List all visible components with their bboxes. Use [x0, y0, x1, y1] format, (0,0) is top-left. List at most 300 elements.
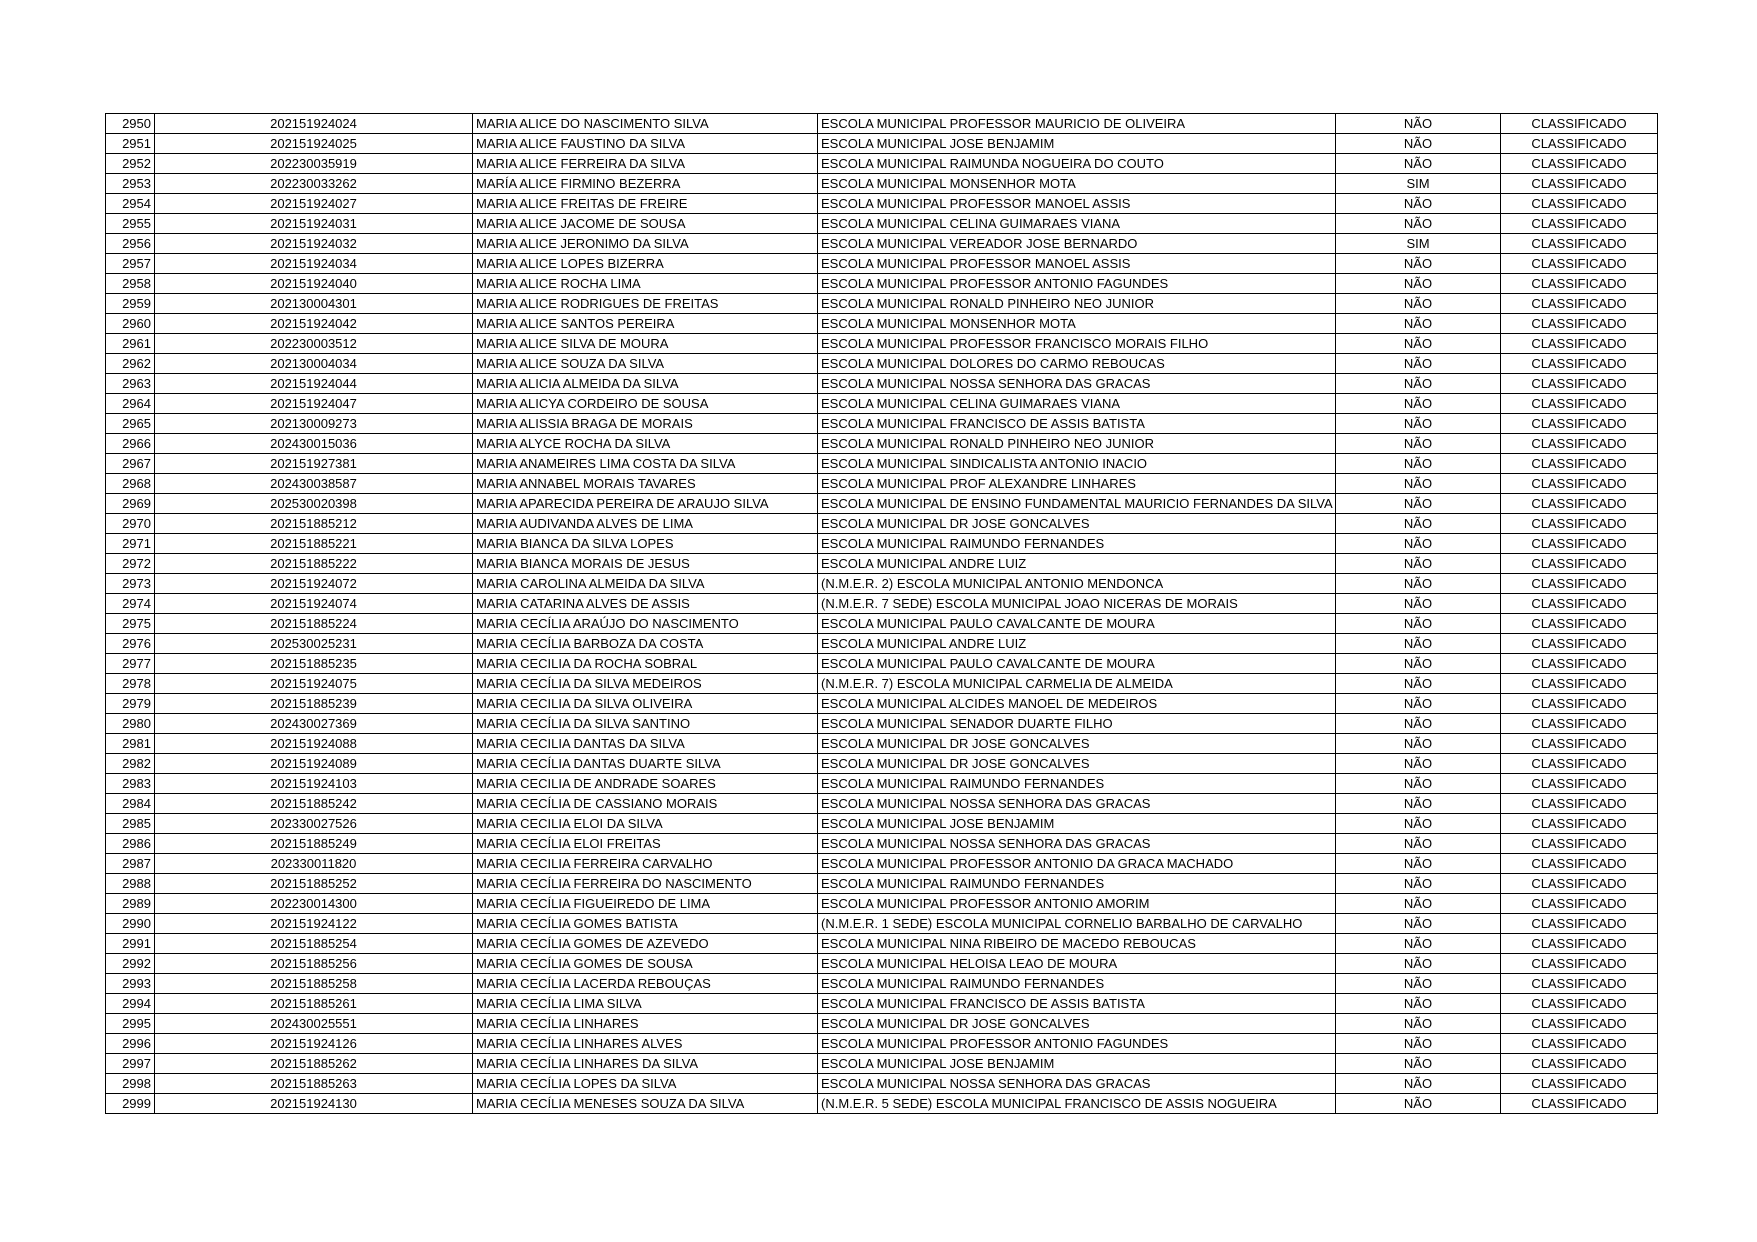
registration-code-cell: 202151885235: [155, 654, 473, 674]
registration-code-cell: 202151885212: [155, 514, 473, 534]
school-name-cell: ESCOLA MUNICIPAL PAULO CAVALCANTE DE MOURA: [818, 654, 1336, 674]
status-cell: CLASSIFICADO: [1501, 314, 1658, 334]
flag-cell: NÃO: [1336, 314, 1501, 334]
registration-code-cell: 202230014300: [155, 894, 473, 914]
school-name-cell: ESCOLA MUNICIPAL PAULO CAVALCANTE DE MOURA: [818, 614, 1336, 634]
table-row: [106, 514, 1658, 534]
student-name-cell: MARIA CECÍLIA GOMES DE SOUSA: [473, 954, 818, 974]
registration-code-cell: 202130004034: [155, 354, 473, 374]
student-name-cell: MARIA ALICE SILVA DE MOURA: [473, 334, 818, 354]
school-name-cell: ESCOLA MUNICIPAL RAIMUNDO FERNANDES: [818, 974, 1336, 994]
school-name-cell: ESCOLA MUNICIPAL JOSE BENJAMIM: [818, 134, 1336, 154]
table-row: [106, 194, 1658, 214]
status-cell: CLASSIFICADO: [1501, 374, 1658, 394]
flag-cell: NÃO: [1336, 214, 1501, 234]
row-number-cell: 2976: [106, 634, 155, 654]
table-row: [106, 734, 1658, 754]
school-name-cell: ESCOLA MUNICIPAL RAIMUNDA NOGUEIRA DO COUTO: [818, 154, 1336, 174]
student-name-cell: MARIA CECÍLIA DA SILVA MEDEIROS: [473, 674, 818, 694]
row-number-cell: 2966: [106, 434, 155, 454]
student-name-cell: MARIA CECÍLIA DANTAS DUARTE SILVA: [473, 754, 818, 774]
registration-code-cell: 202151885254: [155, 934, 473, 954]
registration-code-cell: 202151885222: [155, 554, 473, 574]
registration-code-cell: 202151924044: [155, 374, 473, 394]
status-cell: CLASSIFICADO: [1501, 1054, 1658, 1074]
status-cell: CLASSIFICADO: [1501, 634, 1658, 654]
student-name-cell: MARIA CECÍLIA LINHARES: [473, 1014, 818, 1034]
table-row: [106, 634, 1658, 654]
student-name-cell: MARIA CECILIA ELOI DA SILVA: [473, 814, 818, 834]
registration-code-cell: 202430015036: [155, 434, 473, 454]
school-name-cell: ESCOLA MUNICIPAL PROFESSOR ANTONIO DA GRACA MACHADO: [818, 854, 1336, 874]
registration-code-cell: 202151885261: [155, 994, 473, 1014]
flag-cell: NÃO: [1336, 114, 1501, 134]
school-name-cell: (N.M.E.R. 1 SEDE) ESCOLA MUNICIPAL CORNELIO BARBALHO DE CARVALHO: [818, 914, 1336, 934]
flag-cell: NÃO: [1336, 854, 1501, 874]
table-row: [106, 574, 1658, 594]
school-name-cell: ESCOLA MUNICIPAL CELINA GUIMARAES VIANA: [818, 214, 1336, 234]
row-number-cell: 2950: [106, 114, 155, 134]
status-cell: CLASSIFICADO: [1501, 254, 1658, 274]
flag-cell: SIM: [1336, 174, 1501, 194]
registration-code-cell: 202151885258: [155, 974, 473, 994]
row-number-cell: 2992: [106, 954, 155, 974]
row-number-cell: 2969: [106, 494, 155, 514]
table-row: [106, 754, 1658, 774]
status-cell: CLASSIFICADO: [1501, 814, 1658, 834]
registration-code-cell: 202151885256: [155, 954, 473, 974]
registration-code-cell: 202530025231: [155, 634, 473, 654]
status-cell: CLASSIFICADO: [1501, 854, 1658, 874]
registration-code-cell: 202230003512: [155, 334, 473, 354]
flag-cell: NÃO: [1336, 454, 1501, 474]
school-name-cell: ESCOLA MUNICIPAL RONALD PINHEIRO NEO JUNIOR: [818, 294, 1336, 314]
table-row: [106, 154, 1658, 174]
student-name-cell: MARIA ALICE RODRIGUES DE FREITAS: [473, 294, 818, 314]
school-name-cell: ESCOLA MUNICIPAL DOLORES DO CARMO REBOUCAS: [818, 354, 1336, 374]
status-cell: CLASSIFICADO: [1501, 754, 1658, 774]
school-name-cell: (N.M.E.R. 2) ESCOLA MUNICIPAL ANTONIO MENDONCA: [818, 574, 1336, 594]
flag-cell: NÃO: [1336, 434, 1501, 454]
student-name-cell: MARIA ALICE ROCHA LIMA: [473, 274, 818, 294]
registration-code-cell: 202151924122: [155, 914, 473, 934]
school-name-cell: ESCOLA MUNICIPAL NINA RIBEIRO DE MACEDO REBOUCAS: [818, 934, 1336, 954]
student-name-cell: MARIA ANNABEL MORAIS TAVARES: [473, 474, 818, 494]
student-name-cell: MARIA CATARINA ALVES DE ASSIS: [473, 594, 818, 614]
school-name-cell: ESCOLA MUNICIPAL ANDRE LUIZ: [818, 634, 1336, 654]
table-row: [106, 674, 1658, 694]
student-name-cell: MARIA CECÍLIA BARBOZA DA COSTA: [473, 634, 818, 654]
status-cell: CLASSIFICADO: [1501, 154, 1658, 174]
student-name-cell: MARIA ALYCE ROCHA DA SILVA: [473, 434, 818, 454]
row-number-cell: 2980: [106, 714, 155, 734]
school-name-cell: (N.M.E.R. 7 SEDE) ESCOLA MUNICIPAL JOAO NICERAS DE MORAIS: [818, 594, 1336, 614]
student-name-cell: MARIA CECÍLIA LACERDA REBOUÇAS: [473, 974, 818, 994]
row-number-cell: 2988: [106, 874, 155, 894]
table-row: [106, 134, 1658, 154]
student-name-cell: MARIA ANAMEIRES LIMA COSTA DA SILVA: [473, 454, 818, 474]
registration-code-cell: 202530020398: [155, 494, 473, 514]
flag-cell: NÃO: [1336, 1034, 1501, 1054]
table-row: [106, 394, 1658, 414]
flag-cell: NÃO: [1336, 894, 1501, 914]
table-row: [106, 254, 1658, 274]
status-cell: CLASSIFICADO: [1501, 734, 1658, 754]
status-cell: CLASSIFICADO: [1501, 594, 1658, 614]
status-cell: CLASSIFICADO: [1501, 1094, 1658, 1114]
row-number-cell: 2977: [106, 654, 155, 674]
flag-cell: NÃO: [1336, 654, 1501, 674]
registration-code-cell: 202430038587: [155, 474, 473, 494]
student-name-cell: MARIA CECILIA DE ANDRADE SOARES: [473, 774, 818, 794]
student-name-cell: MARIA CECÍLIA LIMA SILVA: [473, 994, 818, 1014]
registration-code-cell: 202151924088: [155, 734, 473, 754]
row-number-cell: 2973: [106, 574, 155, 594]
row-number-cell: 2962: [106, 354, 155, 374]
row-number-cell: 2996: [106, 1034, 155, 1054]
status-cell: CLASSIFICADO: [1501, 574, 1658, 594]
student-name-cell: MARIA ALICIA ALMEIDA DA SILVA: [473, 374, 818, 394]
student-name-cell: MARIA CECÍLIA ARAÚJO DO NASCIMENTO: [473, 614, 818, 634]
student-name-cell: MARIA CECÍLIA GOMES DE AZEVEDO: [473, 934, 818, 954]
status-cell: CLASSIFICADO: [1501, 174, 1658, 194]
row-number-cell: 2952: [106, 154, 155, 174]
registration-code-cell: 202151885249: [155, 834, 473, 854]
flag-cell: NÃO: [1336, 474, 1501, 494]
status-cell: CLASSIFICADO: [1501, 714, 1658, 734]
flag-cell: NÃO: [1336, 354, 1501, 374]
flag-cell: NÃO: [1336, 814, 1501, 834]
school-name-cell: ESCOLA MUNICIPAL RAIMUNDO FERNANDES: [818, 874, 1336, 894]
registration-code-cell: 202151924025: [155, 134, 473, 154]
flag-cell: NÃO: [1336, 414, 1501, 434]
flag-cell: NÃO: [1336, 974, 1501, 994]
status-cell: CLASSIFICADO: [1501, 454, 1658, 474]
school-name-cell: ESCOLA MUNICIPAL VEREADOR JOSE BERNARDO: [818, 234, 1336, 254]
status-cell: CLASSIFICADO: [1501, 674, 1658, 694]
registration-code-cell: 202151924040: [155, 274, 473, 294]
school-name-cell: ESCOLA MUNICIPAL PROFESSOR FRANCISCO MORAIS FILHO: [818, 334, 1336, 354]
row-number-cell: 2993: [106, 974, 155, 994]
flag-cell: NÃO: [1336, 134, 1501, 154]
row-number-cell: 2984: [106, 794, 155, 814]
row-number-cell: 2954: [106, 194, 155, 214]
student-name-cell: MARIA ALICE SANTOS PEREIRA: [473, 314, 818, 334]
table-row: [106, 794, 1658, 814]
row-number-cell: 2981: [106, 734, 155, 754]
table-row: [106, 834, 1658, 854]
row-number-cell: 2955: [106, 214, 155, 234]
table-row: [106, 374, 1658, 394]
registration-code-cell: 202430025551: [155, 1014, 473, 1034]
flag-cell: NÃO: [1336, 554, 1501, 574]
status-cell: CLASSIFICADO: [1501, 414, 1658, 434]
row-number-cell: 2991: [106, 934, 155, 954]
status-cell: CLASSIFICADO: [1501, 474, 1658, 494]
table-row: [106, 1094, 1658, 1114]
student-name-cell: MARIA CECILIA DANTAS DA SILVA: [473, 734, 818, 754]
school-name-cell: ESCOLA MUNICIPAL FRANCISCO DE ASSIS BATISTA: [818, 414, 1336, 434]
student-name-cell: MARIA CECÍLIA DA SILVA SANTINO: [473, 714, 818, 734]
registration-code-cell: 202151885239: [155, 694, 473, 714]
flag-cell: NÃO: [1336, 194, 1501, 214]
flag-cell: NÃO: [1336, 154, 1501, 174]
table-row: [106, 294, 1658, 314]
flag-cell: NÃO: [1336, 674, 1501, 694]
school-name-cell: ESCOLA MUNICIPAL JOSE BENJAMIM: [818, 814, 1336, 834]
flag-cell: NÃO: [1336, 1074, 1501, 1094]
registration-code-cell: 202330027526: [155, 814, 473, 834]
student-name-cell: MARIA CECILIA FERREIRA CARVALHO: [473, 854, 818, 874]
table-row: [106, 174, 1658, 194]
status-cell: CLASSIFICADO: [1501, 274, 1658, 294]
row-number-cell: 2978: [106, 674, 155, 694]
student-name-cell: MARIA CECÍLIA FERREIRA DO NASCIMENTO: [473, 874, 818, 894]
registration-code-cell: 202151927381: [155, 454, 473, 474]
flag-cell: NÃO: [1336, 934, 1501, 954]
flag-cell: NÃO: [1336, 534, 1501, 554]
table-row: [106, 774, 1658, 794]
student-name-cell: MARIA CECÍLIA LINHARES DA SILVA: [473, 1054, 818, 1074]
flag-cell: NÃO: [1336, 494, 1501, 514]
school-name-cell: ESCOLA MUNICIPAL SINDICALISTA ANTONIO INACIO: [818, 454, 1336, 474]
flag-cell: NÃO: [1336, 734, 1501, 754]
student-name-cell: MARIA CECILIA DA ROCHA SOBRAL: [473, 654, 818, 674]
flag-cell: NÃO: [1336, 754, 1501, 774]
status-cell: CLASSIFICADO: [1501, 874, 1658, 894]
student-name-cell: MARIA ALICE JACOME DE SOUSA: [473, 214, 818, 234]
registration-code-cell: 202330011820: [155, 854, 473, 874]
status-cell: CLASSIFICADO: [1501, 1034, 1658, 1054]
status-cell: CLASSIFICADO: [1501, 354, 1658, 374]
table-row: [106, 1014, 1658, 1034]
table-row: [106, 1054, 1658, 1074]
status-cell: CLASSIFICADO: [1501, 134, 1658, 154]
student-name-cell: MARIA CECÍLIA LINHARES ALVES: [473, 1034, 818, 1054]
school-name-cell: ESCOLA MUNICIPAL FRANCISCO DE ASSIS BATISTA: [818, 994, 1336, 1014]
row-number-cell: 2974: [106, 594, 155, 614]
table-row: [106, 954, 1658, 974]
status-cell: CLASSIFICADO: [1501, 774, 1658, 794]
flag-cell: NÃO: [1336, 954, 1501, 974]
school-name-cell: ESCOLA MUNICIPAL HELOISA LEAO DE MOURA: [818, 954, 1336, 974]
status-cell: CLASSIFICADO: [1501, 214, 1658, 234]
school-name-cell: ESCOLA MUNICIPAL ANDRE LUIZ: [818, 554, 1336, 574]
row-number-cell: 2979: [106, 694, 155, 714]
table-row: [106, 354, 1658, 374]
row-number-cell: 2994: [106, 994, 155, 1014]
status-cell: CLASSIFICADO: [1501, 554, 1658, 574]
table-row: [106, 894, 1658, 914]
school-name-cell: ESCOLA MUNICIPAL DE ENSINO FUNDAMENTAL MAURICIO FERNANDES DA SILVA: [818, 494, 1336, 514]
flag-cell: NÃO: [1336, 254, 1501, 274]
school-name-cell: ESCOLA MUNICIPAL JOSE BENJAMIM: [818, 1054, 1336, 1074]
status-cell: CLASSIFICADO: [1501, 534, 1658, 554]
status-cell: CLASSIFICADO: [1501, 1074, 1658, 1094]
row-number-cell: 2975: [106, 614, 155, 634]
row-number-cell: 2999: [106, 1094, 155, 1114]
registration-code-cell: 202151885252: [155, 874, 473, 894]
row-number-cell: 2986: [106, 834, 155, 854]
row-number-cell: 2961: [106, 334, 155, 354]
flag-cell: NÃO: [1336, 374, 1501, 394]
status-cell: CLASSIFICADO: [1501, 394, 1658, 414]
school-name-cell: ESCOLA MUNICIPAL DR JOSE GONCALVES: [818, 1014, 1336, 1034]
flag-cell: NÃO: [1336, 514, 1501, 534]
flag-cell: NÃO: [1336, 694, 1501, 714]
table-row: [106, 274, 1658, 294]
flag-cell: SIM: [1336, 234, 1501, 254]
flag-cell: NÃO: [1336, 594, 1501, 614]
school-name-cell: ESCOLA MUNICIPAL NOSSA SENHORA DAS GRACAS: [818, 834, 1336, 854]
student-name-cell: MARIA CECÍLIA GOMES BATISTA: [473, 914, 818, 934]
school-name-cell: ESCOLA MUNICIPAL PROFESSOR MANOEL ASSIS: [818, 194, 1336, 214]
status-cell: CLASSIFICADO: [1501, 954, 1658, 974]
table-row: [106, 854, 1658, 874]
flag-cell: NÃO: [1336, 574, 1501, 594]
row-number-cell: 2964: [106, 394, 155, 414]
status-cell: CLASSIFICADO: [1501, 834, 1658, 854]
student-name-cell: MARIA ALICE FREITAS DE FREIRE: [473, 194, 818, 214]
registration-code-cell: 202151885262: [155, 1054, 473, 1074]
registration-code-cell: 202151924031: [155, 214, 473, 234]
table-row: [106, 1074, 1658, 1094]
status-cell: CLASSIFICADO: [1501, 114, 1658, 134]
row-number-cell: 2958: [106, 274, 155, 294]
flag-cell: NÃO: [1336, 334, 1501, 354]
row-number-cell: 2989: [106, 894, 155, 914]
table-row: [106, 474, 1658, 494]
school-name-cell: ESCOLA MUNICIPAL PROFESSOR MANOEL ASSIS: [818, 254, 1336, 274]
status-cell: CLASSIFICADO: [1501, 494, 1658, 514]
status-cell: CLASSIFICADO: [1501, 614, 1658, 634]
student-name-cell: MARIA CECÍLIA ELOI FREITAS: [473, 834, 818, 854]
table-row: [106, 234, 1658, 254]
registration-code-cell: 202151885224: [155, 614, 473, 634]
table-row: [106, 654, 1658, 674]
flag-cell: NÃO: [1336, 1094, 1501, 1114]
registration-code-cell: 202151924027: [155, 194, 473, 214]
row-number-cell: 2959: [106, 294, 155, 314]
registration-code-cell: 202130004301: [155, 294, 473, 314]
flag-cell: NÃO: [1336, 394, 1501, 414]
table-row: [106, 974, 1658, 994]
registration-code-cell: 202151924126: [155, 1034, 473, 1054]
registration-code-cell: 202151924075: [155, 674, 473, 694]
school-name-cell: ESCOLA MUNICIPAL DR JOSE GONCALVES: [818, 514, 1336, 534]
student-name-cell: MARIA ALICE FAUSTINO DA SILVA: [473, 134, 818, 154]
registration-code-cell: 202151924042: [155, 314, 473, 334]
table-row: [106, 614, 1658, 634]
row-number-cell: 2995: [106, 1014, 155, 1034]
table-row: [106, 934, 1658, 954]
row-number-cell: 2965: [106, 414, 155, 434]
row-number-cell: 2951: [106, 134, 155, 154]
student-name-cell: MARIA BIANCA MORAIS DE JESUS: [473, 554, 818, 574]
school-name-cell: (N.M.E.R. 7) ESCOLA MUNICIPAL CARMELIA DE ALMEIDA: [818, 674, 1336, 694]
status-cell: CLASSIFICADO: [1501, 434, 1658, 454]
student-name-cell: MARIA ALICE FERREIRA DA SILVA: [473, 154, 818, 174]
student-name-cell: MARIA ALISSIA BRAGA DE MORAIS: [473, 414, 818, 434]
flag-cell: NÃO: [1336, 994, 1501, 1014]
registration-code-cell: 202151924103: [155, 774, 473, 794]
classification-table: [105, 113, 1658, 1114]
registration-code-cell: 202151924032: [155, 234, 473, 254]
flag-cell: NÃO: [1336, 774, 1501, 794]
registration-code-cell: 202151924072: [155, 574, 473, 594]
table-row: [106, 714, 1658, 734]
school-name-cell: ESCOLA MUNICIPAL NOSSA SENHORA DAS GRACAS: [818, 374, 1336, 394]
registration-code-cell: 202151924089: [155, 754, 473, 774]
row-number-cell: 2970: [106, 514, 155, 534]
row-number-cell: 2956: [106, 234, 155, 254]
flag-cell: NÃO: [1336, 1014, 1501, 1034]
status-cell: CLASSIFICADO: [1501, 694, 1658, 714]
school-name-cell: ESCOLA MUNICIPAL NOSSA SENHORA DAS GRACAS: [818, 794, 1336, 814]
row-number-cell: 2953: [106, 174, 155, 194]
school-name-cell: ESCOLA MUNICIPAL ALCIDES MANOEL DE MEDEIROS: [818, 694, 1336, 714]
row-number-cell: 2990: [106, 914, 155, 934]
school-name-cell: ESCOLA MUNICIPAL MONSENHOR MOTA: [818, 314, 1336, 334]
table-row: [106, 1034, 1658, 1054]
school-name-cell: ESCOLA MUNICIPAL RAIMUNDO FERNANDES: [818, 774, 1336, 794]
flag-cell: NÃO: [1336, 1054, 1501, 1074]
student-name-cell: MARIA AUDIVANDA ALVES DE LIMA: [473, 514, 818, 534]
table-row: [106, 494, 1658, 514]
table-row: [106, 214, 1658, 234]
flag-cell: NÃO: [1336, 634, 1501, 654]
flag-cell: NÃO: [1336, 794, 1501, 814]
row-number-cell: 2971: [106, 534, 155, 554]
school-name-cell: ESCOLA MUNICIPAL PROFESSOR ANTONIO FAGUNDES: [818, 274, 1336, 294]
flag-cell: NÃO: [1336, 714, 1501, 734]
registration-code-cell: 202151924130: [155, 1094, 473, 1114]
registration-code-cell: 202151885263: [155, 1074, 473, 1094]
school-name-cell: ESCOLA MUNICIPAL PROFESSOR ANTONIO FAGUNDES: [818, 1034, 1336, 1054]
student-name-cell: MARIA ALICYA CORDEIRO DE SOUSA: [473, 394, 818, 414]
registration-code-cell: 202151924047: [155, 394, 473, 414]
row-number-cell: 2957: [106, 254, 155, 274]
row-number-cell: 2960: [106, 314, 155, 334]
school-name-cell: ESCOLA MUNICIPAL CELINA GUIMARAES VIANA: [818, 394, 1336, 414]
student-name-cell: MARIA ALICE DO NASCIMENTO SILVA: [473, 114, 818, 134]
row-number-cell: 2982: [106, 754, 155, 774]
status-cell: CLASSIFICADO: [1501, 794, 1658, 814]
row-number-cell: 2963: [106, 374, 155, 394]
student-name-cell: MARIA CECÍLIA DE CASSIANO MORAIS: [473, 794, 818, 814]
row-number-cell: 2967: [106, 454, 155, 474]
status-cell: CLASSIFICADO: [1501, 1014, 1658, 1034]
student-name-cell: MARIA CECÍLIA FIGUEIREDO DE LIMA: [473, 894, 818, 914]
flag-cell: NÃO: [1336, 834, 1501, 854]
student-name-cell: MARIA APARECIDA PEREIRA DE ARAUJO SILVA: [473, 494, 818, 514]
student-name-cell: MARIA ALICE JERONIMO DA SILVA: [473, 234, 818, 254]
status-cell: CLASSIFICADO: [1501, 974, 1658, 994]
table-row: [106, 114, 1658, 134]
student-name-cell: MARIA CECÍLIA MENESES SOUZA DA SILVA: [473, 1094, 818, 1114]
status-cell: CLASSIFICADO: [1501, 194, 1658, 214]
student-name-cell: MARIA ALICE SOUZA DA SILVA: [473, 354, 818, 374]
flag-cell: NÃO: [1336, 294, 1501, 314]
row-number-cell: 2987: [106, 854, 155, 874]
table-row: [106, 534, 1658, 554]
registration-code-cell: 202151924074: [155, 594, 473, 614]
flag-cell: NÃO: [1336, 914, 1501, 934]
registration-code-cell: 202230035919: [155, 154, 473, 174]
student-name-cell: MARÍA ALICE FIRMINO BEZERRA: [473, 174, 818, 194]
status-cell: CLASSIFICADO: [1501, 654, 1658, 674]
row-number-cell: 2972: [106, 554, 155, 574]
